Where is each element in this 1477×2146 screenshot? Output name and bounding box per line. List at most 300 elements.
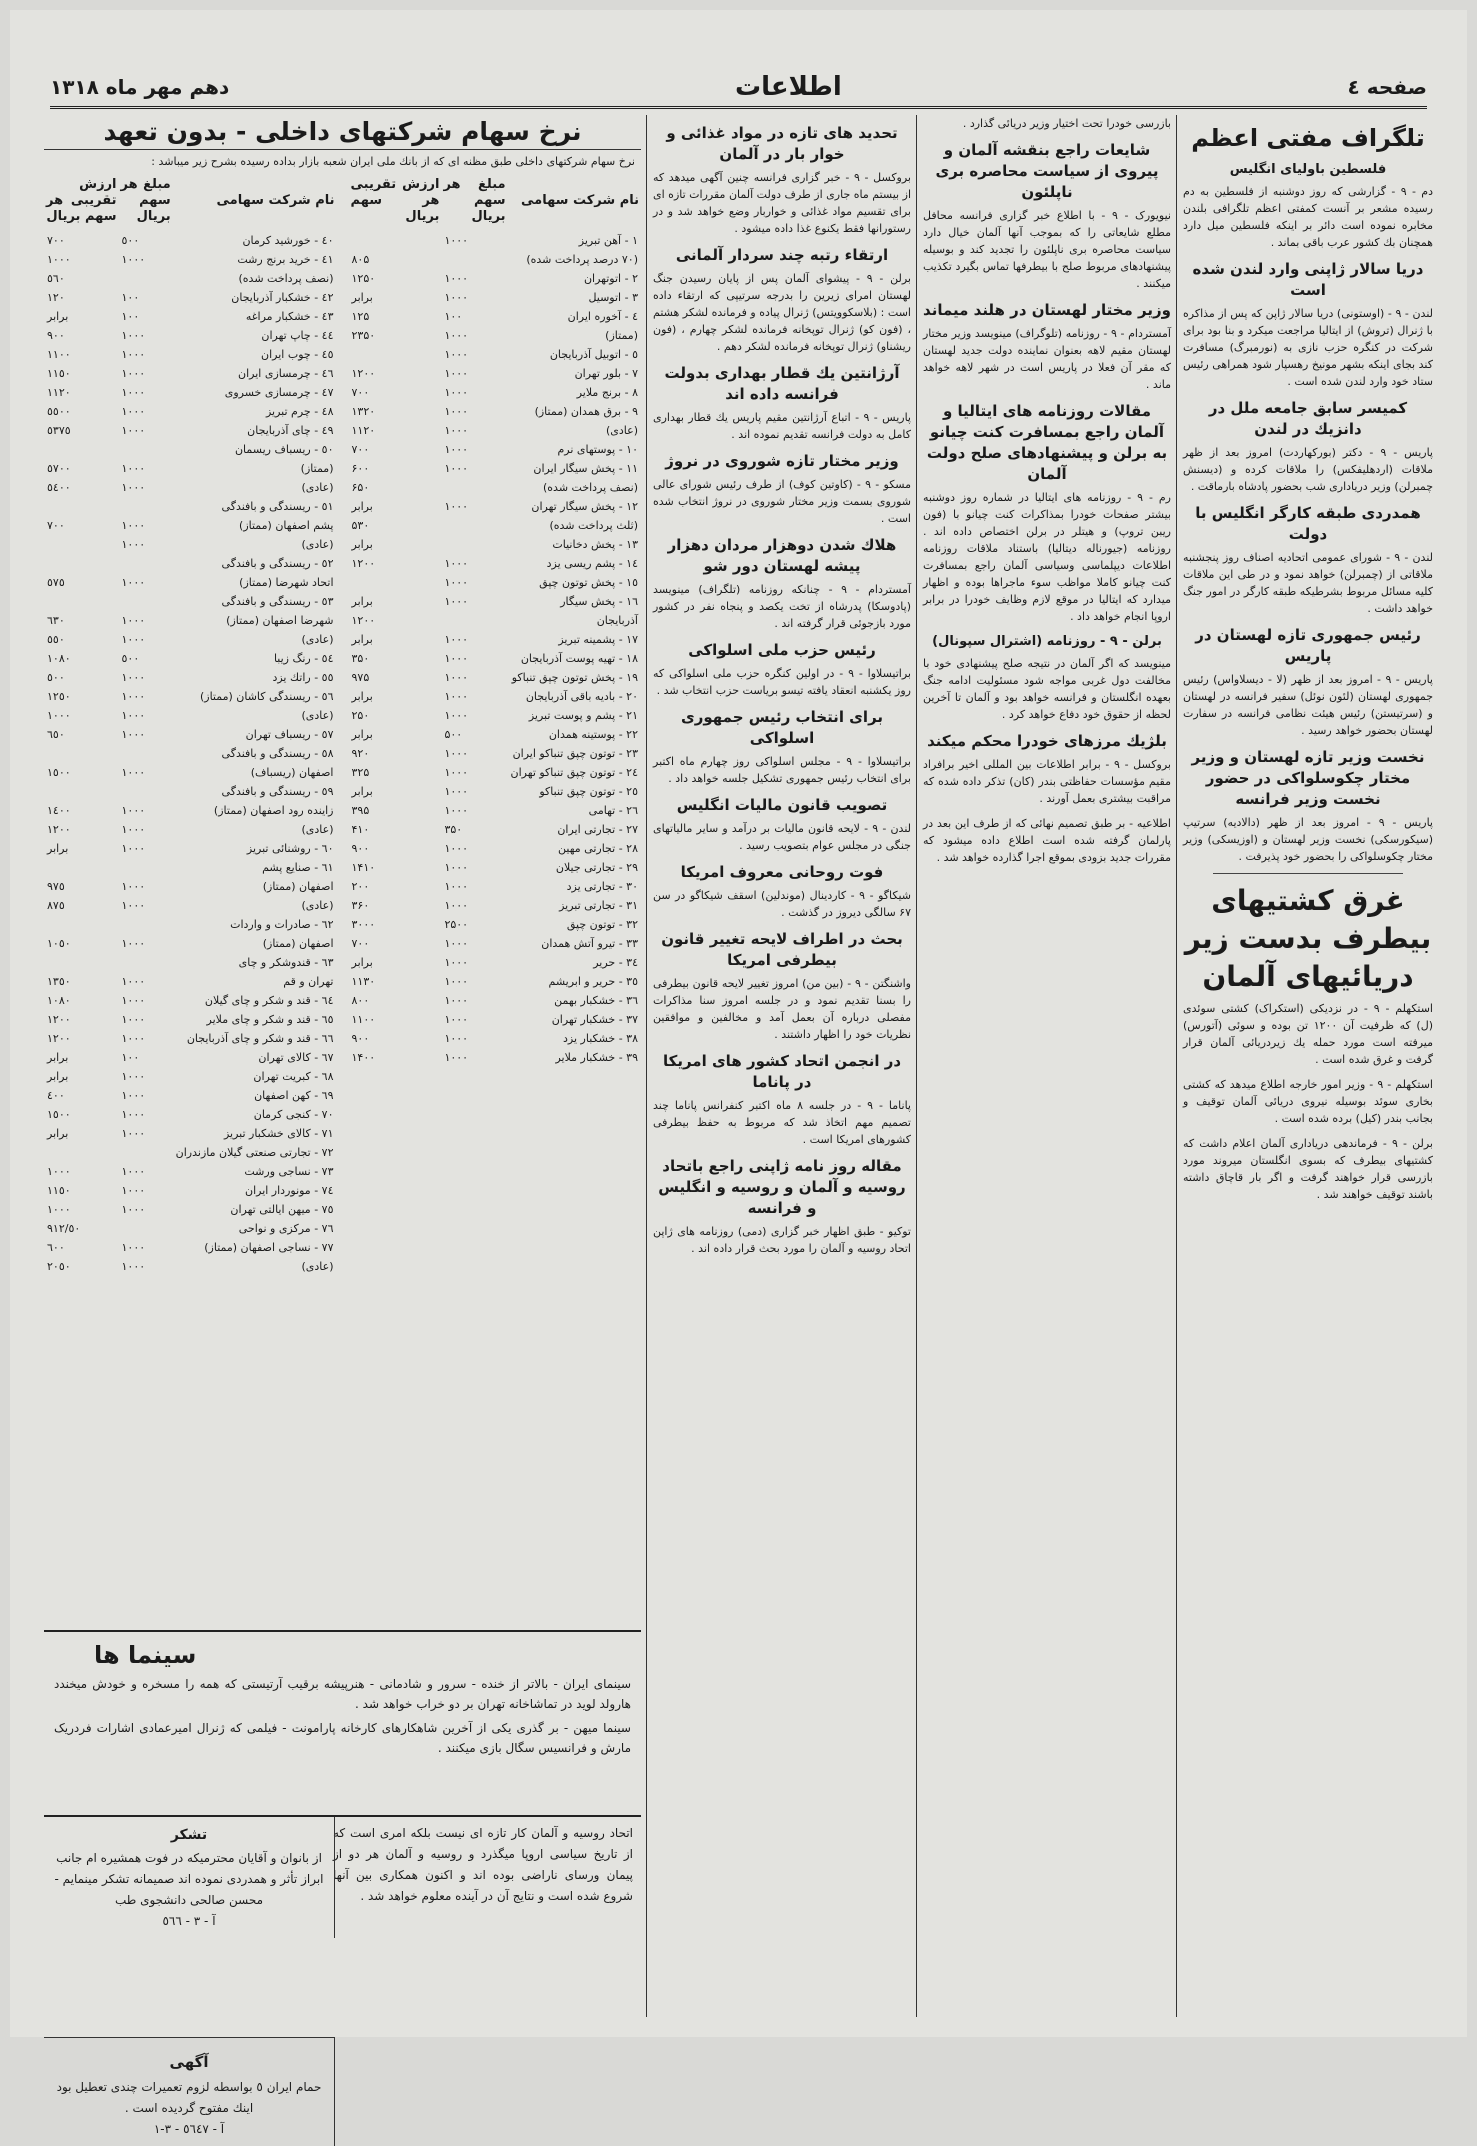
stock-face-value: ۱۰۰۰ (121, 348, 146, 361)
table-row (44, 307, 337, 326)
stock-face-value: ۱۰۰۰ (121, 1127, 146, 1140)
stock-face-value: ۱۰۰۰ (444, 1032, 469, 1045)
stock-face-value: ۱۰۰۰ (121, 329, 146, 342)
table-row (349, 934, 642, 953)
stock-company: (ثلث پرداخت شده) (549, 519, 638, 532)
table-row (349, 972, 642, 991)
ad-title: آگهی (169, 2053, 209, 2071)
stock-market-value: برابر (351, 538, 373, 551)
stock-company: ٦۰ - روشنائی تبریز (246, 842, 334, 855)
stock-company: ٥٥ - راتك یزد (272, 671, 334, 684)
column-stocks (44, 115, 641, 2136)
table-row (44, 611, 337, 630)
table-row (44, 516, 337, 535)
stock-face-value: ۱۰۰۰ (444, 500, 469, 513)
stock-face-value: ۱۰۰۰ (121, 576, 146, 589)
stock-company: ۷٥ - میهن ایالتی تهران (230, 1203, 334, 1216)
stock-company: ۷۱ - کالای خشکبار تبریز (223, 1127, 334, 1140)
headline-labour: همدردی طبقه کارگر انگلیس با دولت (1195, 504, 1421, 543)
stock-market-value: ۲۳۵۰ (351, 329, 376, 342)
table-row (349, 364, 642, 383)
headline-argentina: آرژانتین یك قطار بهداری بدولت فرانسه داده اند (664, 364, 900, 403)
stock-company: ٥۹ - ریسندگی و بافندگی (221, 785, 334, 798)
stock-face-value: ۳۵۰ (444, 823, 463, 836)
cinema-iran: سینمای ایران - بالاتر از خنده - سرور و شادمانی - هنرپیشه برقیب آرتیستی که همه را مسخره و خودش میخندد هارولد لوید در تماشاخانه تهران بر دو خراب خواهد شد . (54, 1677, 631, 1711)
stock-company: ۱۱ - پخش سیگار ایران (533, 462, 638, 475)
stock-market-value: ۹۷۵ (351, 671, 370, 684)
table-row (44, 801, 337, 820)
stock-market-value: ۱۲۰۰ (47, 823, 71, 836)
table-row (44, 1048, 337, 1067)
table-row (349, 1010, 642, 1029)
stock-face-value: ۱۰۰۰ (121, 690, 146, 703)
stock-face-value: ۱۰۰۰ (121, 1013, 146, 1026)
stock-market-value: ۴۱۰ (351, 823, 370, 836)
stock-face-value: ۱۰۰ (444, 310, 463, 323)
stock-face-value: ۱۰۰۰ (121, 937, 146, 950)
stock-market-value: ۱۴۱۰ (351, 861, 376, 874)
stock-market-value (44, 782, 119, 801)
stock-market-value (44, 497, 119, 516)
stock-face-value: ۱۰۰۰ (121, 386, 146, 399)
stock-face-value: ۱۰۰۰ (444, 443, 469, 456)
table-row (349, 820, 642, 839)
stock-market-value: برابر (351, 500, 373, 513)
stock-face-value: ۱۰۰۰ (121, 1089, 146, 1102)
stock-market-value: ٥٥۰ (47, 633, 65, 646)
stock-company: اصفهان (ممتاز) (262, 880, 334, 893)
table-row (44, 497, 337, 516)
table-row (44, 440, 337, 459)
stock-face-value: ۱۰۰۰ (444, 291, 469, 304)
stock-company: ۳۹ - خشکبار ملایر (555, 1051, 638, 1064)
article-panama: پاناما - ۹ - در جلسه ۸ ماه اکتبر کنفرانس پاناما چند تصمیم مهم اتخاذ شد که مربوط به حفظ بیطرفی کشورهای امریکا است . (653, 1099, 911, 1146)
stock-market-value: ۳۶۰ (351, 899, 370, 912)
table-row (349, 611, 642, 630)
stock-company: ٥۸ - ریسندگی و بافندگی (221, 747, 334, 760)
thanks-notice (44, 1817, 335, 1938)
stock-company: ۲ - اتوتهران (583, 272, 638, 285)
stock-company: ۳ - اتوسیل (588, 291, 638, 304)
stock-company: ۳۲ - توتون چپق (566, 918, 638, 931)
column-third (653, 115, 911, 2017)
stock-market-value: ۱۰۰۰ (47, 253, 71, 266)
stock-face-value: ۱۰۰ (121, 310, 140, 323)
table-row (349, 896, 642, 915)
stock-market-value: ۷۰۰ (47, 519, 65, 532)
stock-company: ۱۹ - پخش توتون چپق تنباکو (511, 671, 638, 684)
table-row (349, 592, 642, 611)
stock-market-value: ۲۰٥۰ (47, 1260, 71, 1273)
stock-face-value: ۱۰۰۰ (444, 329, 469, 342)
stock-company: ۲٥ - توتون چپق تنباکو (539, 785, 638, 798)
headline-promotion: ارتقاء رتبه چند سردار آلمانی (675, 246, 889, 264)
stock-market-value: ۱۰۰۰ (47, 1203, 71, 1216)
ad-code: آ - ٥٦٤۷ - ۳-۱ (153, 2122, 225, 2136)
stock-company: ۲۰ - بادیه باقی آذربایجان (525, 690, 638, 703)
stock-market-value: ۲۰۰ (351, 880, 370, 893)
stock-face-value: ۱۰۰۰ (121, 842, 146, 855)
divider (1213, 873, 1403, 874)
stock-market-value: ۱۱۲۰ (351, 424, 376, 437)
stock-market-value: ۱۲۵ (351, 310, 370, 323)
stock-company: ۲٤ - توتون چپق تنباکو تهران (510, 766, 638, 779)
stock-face-value: ۱۰۰۰ (444, 804, 469, 817)
table-row (44, 364, 337, 383)
headline-panama: در انجمن اتحاد کشور های امریکا در پاناما (662, 1052, 902, 1091)
stock-company: ۱ - آهن تبریز (578, 234, 638, 247)
stock-face-value (119, 1143, 173, 1162)
headline-pm: نخست وزیر تازه لهستان و وزیر مختار چکوسلواکی در حضور نخست وزیر فرانسه (1191, 748, 1425, 808)
stock-market-value: ۷۰۰ (351, 443, 370, 456)
stock-company: ٥۲ - ریسندگی و بافندگی (221, 557, 334, 570)
stock-market-value (44, 915, 119, 934)
table-row (44, 1181, 337, 1200)
headline-sinking: غرق کشتیهای بیطرف بدست زیر دریائیهای آلمان (1184, 884, 1432, 993)
stock-company: ۷۷ - نساجی اصفهان (ممتاز) (204, 1241, 334, 1254)
stock-market-value: برابر (47, 310, 69, 323)
stock-face-value: ۱۰۰۰ (444, 576, 469, 589)
stock-company: ۱۰ - پوستهای نرم (557, 443, 638, 456)
stock-market-value: ٥٦۰ (47, 272, 65, 285)
table-row (349, 421, 642, 440)
table-row (349, 668, 642, 687)
stock-market-value: ۱۱۳۰ (351, 975, 376, 988)
stock-company: ٥۳ - ریسندگی و بافندگی (221, 595, 334, 608)
article-japan: توکیو - طبق اظهار خبر گزاری (دمی) روزنامه های ژاپن اتحاد روسیه و آلمان را مورد بحث قرار داده اند . (653, 1225, 911, 1255)
table-row (44, 725, 337, 744)
stock-market-value: ۸۷٥ (47, 899, 65, 912)
stock-face-value: ۱۰۰۰ (444, 842, 469, 855)
stock-market-value: ۸۰۵ (351, 253, 370, 266)
stock-face-value: ۱۰۰۰ (444, 956, 469, 969)
stock-face-value: ٥۰۰ (121, 652, 140, 665)
stock-market-value: ٦۰۰ (47, 1241, 65, 1254)
stock-company: ۲۳ - توتون چپق تنباکو ایران (512, 747, 638, 760)
stock-market-value: برابر (351, 785, 373, 798)
article-slovak: براتیسلاوا - ۹ - در اولین کنگره حزب ملی اسلواکی که روز یکشنبه انعقاد یافته تیسو بریاست حزب انتخاب شد . (653, 667, 911, 697)
stock-market-value: ٥۰۰ (47, 671, 65, 684)
stock-face-value: ۱۰۰۰ (121, 462, 146, 475)
stock-company: ٦۱ - صنایع پشم (262, 861, 334, 874)
col-header-value: ارزش تقریبی هر سهم بریال (350, 177, 440, 224)
thanks-body: از بانوان و آقایان محترمیکه در فوت همشیره ام جانب ابراز تأثر و همدردی نموده اند صمیمانه تشکر مینمایم - محسن صالحی دانشجوی طب (54, 1851, 324, 1907)
stock-face-value: ۱۰۰۰ (444, 709, 469, 722)
stock-market-value (44, 1143, 119, 1162)
stock-market-value: ۵۳۰ (351, 519, 370, 532)
table-row (349, 497, 642, 516)
stock-company: (عادی) (301, 1260, 334, 1273)
table-row (349, 459, 642, 478)
stock-company: (عادی) (301, 899, 334, 912)
stock-face-value: ٥۰۰ (121, 234, 140, 247)
table-row (349, 231, 642, 250)
table-row (44, 1086, 337, 1105)
stock-market-value: ۱۲۰۰ (351, 367, 376, 380)
stock-company: ۲۲ - پوستینه همدان (548, 728, 638, 741)
stock-company: ٦۳ - قندوشکر و چای (238, 956, 334, 969)
stock-company: (عادی) (301, 823, 334, 836)
notices-section (44, 1815, 641, 2136)
stock-market-value: ۱۲۰ (47, 291, 65, 304)
col-header-company: نام شرکت سهامی (216, 193, 335, 208)
stock-company: (نصف پرداخت شده) (238, 272, 334, 285)
stock-face-value: ۱۰۰۰ (444, 348, 469, 361)
stock-company: (عادی) (301, 481, 334, 494)
headline-neutrality: بحث در اطراف لایحه تغییر قانون بیطرفی امریکا (661, 930, 903, 969)
table-row (44, 706, 337, 725)
stock-company: ٥ - اتوبیل آذربایجان (549, 348, 638, 361)
stock-market-value: برابر (351, 956, 373, 969)
stock-market-value: ۱۴۰۰ (351, 1051, 376, 1064)
stock-market-value: ۱۲۰۰ (351, 614, 376, 627)
thanks-title: تشکر (170, 1827, 208, 1843)
stock-market-value: ۹۰۰ (47, 329, 65, 342)
stock-face-value: ۱۰۰۰ (121, 1184, 146, 1197)
stock-market-value (44, 858, 119, 877)
table-row (44, 668, 337, 687)
table-row (44, 421, 337, 440)
stock-intro: نرخ سهام شرکتهای داخلی طبق مظنه ای که از بانك ملی ایران شعبه بازار بداده رسیده بشرح زیر میباشد : (151, 155, 635, 168)
stock-market-value: ۳۰۰۰ (351, 918, 376, 931)
stock-market-value: ۱٥۰۰ (47, 766, 71, 779)
stock-face-value: ۱۰۰۰ (121, 975, 146, 988)
stock-face-value: ۱۰۰۰ (444, 652, 469, 665)
stock-face-value: ۱۰۰۰ (444, 386, 469, 399)
stock-company: ۲۹ - تجارتی جیلان (555, 861, 638, 874)
stock-company: ٤۸ - چرم تبریز (265, 405, 334, 418)
table-header-row (44, 175, 337, 231)
stock-company: ٦۷ - کالای تهران (258, 1051, 334, 1064)
stock-company: تهران و قم (283, 975, 334, 988)
stock-company: ۲٦ - تهامی (588, 804, 638, 817)
stock-face-value: ۱۰۰۰ (444, 937, 469, 950)
stock-company: ٥٦ - ریسندگی کاشان (ممتاز) (199, 690, 334, 703)
stock-face-value: ۱۰۰۰ (121, 994, 146, 1007)
stock-face-value (441, 516, 507, 535)
stock-market-value: ۶۵۰ (351, 481, 370, 494)
stock-face-value (441, 250, 507, 269)
table-row (44, 1029, 337, 1048)
article-food: بروکسل - ۹ - خبر گزاری فرانسه چنین آگهی میدهد که از بیستم ماه جاری از طرف دولت آلمان مقررات تازه ای برای تقسیم مواد غذائی و خواربار وضع خواهد شد و در رستورانها فقط یکنوع غذا داده میشود . (653, 171, 911, 235)
stock-market-value: برابر (351, 633, 373, 646)
stock-face-value: ۱۰۰۰ (444, 994, 469, 1007)
stock-company: ۸ - برنج ملایر (576, 386, 638, 399)
stock-company: ۷ - بلور تهران (574, 367, 638, 380)
stock-market-value (349, 345, 442, 364)
stock-company: ٤۳ - خشکبار مراغه (245, 310, 334, 323)
stock-company: ٤۲ - خشکبار آذربایجان (231, 291, 334, 304)
cinema-section (44, 1630, 641, 1762)
stock-company: ٦٦ - قند و شکر و چای آذربایجان (186, 1032, 334, 1045)
headline-rumors: شایعات راجع بنقشه آلمان و پیروی از سیاست محاصره بری ناپلئون (935, 141, 1159, 201)
stock-company: ٦٤ - قند و شکر و چای گیلان (204, 994, 334, 1007)
stock-company: ۳٤ - حریر (593, 956, 638, 969)
stock-company: ۳۱ - تجارتی تبریز (559, 899, 638, 912)
stock-company: ۳۳ - تیرو آتش همدان (541, 937, 638, 950)
table-row (349, 573, 642, 592)
stock-market-value: ۱۲۰۰ (351, 557, 376, 570)
stock-face-value: ۱۰۰۰ (121, 519, 146, 532)
headline-poland: رئیس جمهوری تازه لهستان در پاریس (1195, 626, 1421, 665)
table-row (44, 991, 337, 1010)
stock-market-value: ۲۵۰ (351, 709, 370, 722)
col-header-value: ارزش تقریبی هر سهم بریال (46, 177, 117, 224)
issue-date: دهم مهر ماه ۱۳۱۸ (50, 75, 230, 99)
table-row (349, 744, 642, 763)
table-row (44, 269, 337, 288)
stock-market-value: برابر (47, 1127, 69, 1140)
table-row (349, 839, 642, 858)
article-rumors: نیویورک - ۹ - با اطلاع خبر گزاری فرانسه محافل مطلع شایعاتی را که بموجب آنها آلمان خیال دارد سیاست محاصره بری ناپلئون را تجدید کند و بوسیله پیشنهادهای مربوط صلح با بیطرفها تماس بگیرد تکذیب میکنند . (923, 209, 1171, 290)
table-row (349, 877, 642, 896)
stock-market-value: ۳۹۵ (351, 804, 370, 817)
stock-face-value (119, 915, 173, 934)
stock-face-value: ۱۰۰۰ (444, 690, 469, 703)
table-row (349, 516, 642, 535)
stock-market-value: ۱۱٥۰ (47, 367, 71, 380)
stock-company: (عادی) (301, 633, 334, 646)
stock-market-value: ۱۱٥۰ (47, 1184, 71, 1197)
article-envoy: آمستردام - ۹ - روزنامه (تلوگراف) مینویسد وزیر مختار لهستان مقیم لاهه بعنوان نماینده دولت جدید لهستان که مقر آن فعلا در پاریس است در شهر لاهه خواهد ماند . (923, 327, 1171, 391)
stock-market-value: ۸۰۰ (351, 994, 370, 1007)
stock-market-value: ۱۲۰۰ (47, 1013, 71, 1026)
table-row (44, 326, 337, 345)
stock-face-value: ۱۰۰۰ (444, 1051, 469, 1064)
stock-market-value: ۹۷٥ (47, 880, 65, 893)
stock-face-value: ۱۰۰۰ (444, 557, 469, 570)
table-row (44, 1010, 337, 1029)
stock-face-value (119, 1219, 173, 1238)
stock-company: ٦۸ - کبریت تهران (253, 1070, 334, 1083)
table-row (44, 839, 337, 858)
stock-face-value: ۱۰۰۰ (444, 272, 469, 285)
stock-face-value: ۱۰۰۰ (444, 1013, 469, 1026)
article-italy: رم - ۹ - روزنامه های ایتالیا در شماره روز دوشنبه بیشتر صفحات خودرا بمذاکرات کنت چیانو با (فون ریبن تروپ) و هیتلر در برلن اختصاص داده اند . روزنامه (جیورناله دیتالیا) باستناد ملاقات روزنامه اطلاعات دیپلماسی وسیاسی آلمان راجع بمسافرت کنت چیانو کاملا مواظب سوء ماجراها بوده و اظهار میدارد که ایتالیا در موقع لازم وظایف خودرا در برابر اروپا انجام خواهد داد . (923, 491, 1171, 623)
stock-company: شهرضا اصفهان (ممتاز) (226, 614, 334, 627)
stock-company: ٤۷ - چرمسازی خسروی (224, 386, 334, 399)
headline-food: تحدید های تازه در مواد غذائی و خوار بار در آلمان (666, 124, 898, 163)
article-intro: بازرسی خودرا تحت اختیار وزیر دریائی گذارد . (962, 117, 1171, 130)
table-row (349, 649, 642, 668)
stock-market-value: ٥۷۰۰ (47, 462, 71, 475)
table-row (44, 1257, 337, 1276)
table-row (349, 953, 642, 972)
stock-company: ٤۱ - خرید برنج رشت (237, 253, 334, 266)
table-row (44, 402, 337, 421)
stock-table-left-wrap (44, 175, 337, 1276)
stock-market-value: ۳۲۵ (351, 766, 370, 779)
subheadline-mufti: فلسطین باولیای انگلیس (1229, 162, 1387, 177)
table-row (349, 725, 642, 744)
table-row (349, 345, 642, 364)
stock-company: ٦۲ - صادرات و واردات (230, 918, 334, 931)
stock-company: ۱٥ - پخش توتون چپق (539, 576, 638, 589)
stock-face-value (119, 554, 173, 573)
table-row (44, 820, 337, 839)
article-league: پاریس - ۹ - دکتر (بورکهاردت) امروز بعد از ظهر ملاقات (اردهلیفکس) را ملاقات کرده و (دیسنش چمبرلن) وزیر دریاداری شب بحضور پادشاه بارماقت . (1183, 446, 1433, 493)
stock-face-value: ۱۰۰۰ (121, 481, 146, 494)
stock-market-value: برابر (47, 1070, 69, 1083)
stock-company: ۷۳ - نساجی ورشت (244, 1165, 334, 1178)
stock-market-value: ۱۰۰۰ (47, 709, 71, 722)
table-row (44, 630, 337, 649)
stock-face-value: ۱۰۰۰ (444, 595, 469, 608)
stock-market-value: ۱۲۵۰ (351, 272, 376, 285)
stock-company: ٦۹ - کهن اصفهان (254, 1089, 334, 1102)
stock-company: زاینده رود اصفهان (ممتاز) (213, 804, 334, 817)
stock-market-value (44, 440, 119, 459)
columns (44, 115, 1434, 2136)
table-row (349, 915, 642, 934)
stock-market-value (349, 573, 442, 592)
stock-market-value: ٦٥۰ (47, 728, 65, 741)
stock-market-value: ٥۷٥ (47, 576, 65, 589)
table-row (349, 1048, 642, 1067)
headline-admiral: دریا سالار ژاپنی وارد لندن شده است (1192, 260, 1424, 299)
stock-company: ۱٦ - پخش سیگار (560, 595, 638, 608)
article-jews: آمستردام - ۹ - چنانکه روزنامه (تلگراف) مینویسد (پادوسکا) پدرشاه از تخت یكصد و پنجاه نفر در کشور مورد بازجوئی قرار گرفته اند . (653, 583, 911, 630)
stock-company: ٤٥ - چوب ایران (261, 348, 334, 361)
table-row (44, 1200, 337, 1219)
table-row (349, 991, 642, 1010)
table-row (44, 535, 337, 554)
article-admiral: لندن - ۹ - (اوستونی) دریا سالار ژاپن که پس از مذاکره با ژنرال (تروش) از ایتالیا مراجعت میکرد و بنا بود برای شرکت در کنگره حزب نازی به (نورمبرگ) مسافرت کند بجای اینکه بشهر مونیخ رهسپار شود همراهی رئیس ستاد خود وارد لندن شده است . (1183, 307, 1433, 388)
table-row (349, 782, 642, 801)
column-second (923, 115, 1171, 2017)
table-row (349, 630, 642, 649)
stock-face-value: ۱۰۰۰ (444, 975, 469, 988)
stock-market-value: ۷۰۰ (47, 234, 65, 247)
thanks-phone: آ - ۳ - ٥٦٦ (162, 1914, 216, 1928)
table-row (44, 953, 337, 972)
stock-company: اصفهان (ریسباف) (250, 766, 334, 779)
table-row (44, 763, 337, 782)
stock-market-value: ۱۲٥۰ (47, 690, 71, 703)
table-row (44, 459, 337, 478)
page-header (50, 68, 1427, 109)
stock-face-value: ۱۰۰۰ (121, 1032, 146, 1045)
stock-company: ۱۳ - پخش دخانیات (552, 538, 638, 551)
stock-face-value: ۱۰۰۰ (121, 899, 146, 912)
stock-market-value: ٥٥۰۰ (47, 405, 71, 418)
stock-face-value: ۱۰۰۰ (444, 785, 469, 798)
stock-company: ٤ - آخوره ایران (567, 310, 638, 323)
table-row (349, 440, 642, 459)
stock-market-value: ۹۰۰ (351, 1032, 370, 1045)
stock-face-value: ۱۰۰۰ (121, 367, 146, 380)
stock-company: (نصف پرداخت شده) (542, 481, 638, 494)
article-berlin: مینویسد که اگر آلمان در نتیجه صلح پیشنهادی خود با مخالفت دول غربی مواجه شود مسئولیت ادامه جنگ بعهده انگلستان و فرانسه خواهد بود و آلمان تا آخرین لحظه از حقوق خود دفاع خواهد کرد . (923, 657, 1171, 721)
article-soviet: مسکو - ۹ - (کاوتین کوف) از طرف رئیس شورای عالی شوروی بسمت وزیر مختار شوروی در نروژ انتخاب شده است . (653, 478, 911, 525)
stock-face-value: ۱۰۰۰ (121, 1108, 146, 1121)
stock-company: آذربایجان (596, 614, 638, 627)
stock-company: ۳٦ - خشکبار بهمن (554, 994, 638, 1007)
stock-face-value (441, 478, 507, 497)
stock-face-value: ۱۰۰۰ (121, 671, 146, 684)
col-header-company: نام شرکت سهامی (521, 193, 639, 208)
stock-market-value: ۹۱۲/٥۰ (47, 1222, 81, 1235)
stock-face-value: ۱۰۰۰ (121, 1165, 146, 1178)
stock-market-value: ۱۳٥۰ (47, 975, 71, 988)
stock-face-value: ۱۰۰۰ (121, 823, 146, 836)
table-row (44, 1143, 337, 1162)
headline-berlin: برلن - ۹ - روزنامه (اشترال سپونال) (932, 634, 1162, 649)
newspaper-page (10, 10, 1467, 2136)
stock-face-value: ۱۰۰۰ (121, 1241, 146, 1254)
article-sinking-3: برلن - ۹ - فرماندهی دریاداری آلمان اعلام داشت که کشتیهای بیطرف که بسوی انگلستان میروند مورد بازرسی قرار خواهند گرفت و اگر بار قاچاق داشته باشند توقیف خواهند شد . (1183, 1137, 1433, 1201)
table-row (44, 649, 337, 668)
